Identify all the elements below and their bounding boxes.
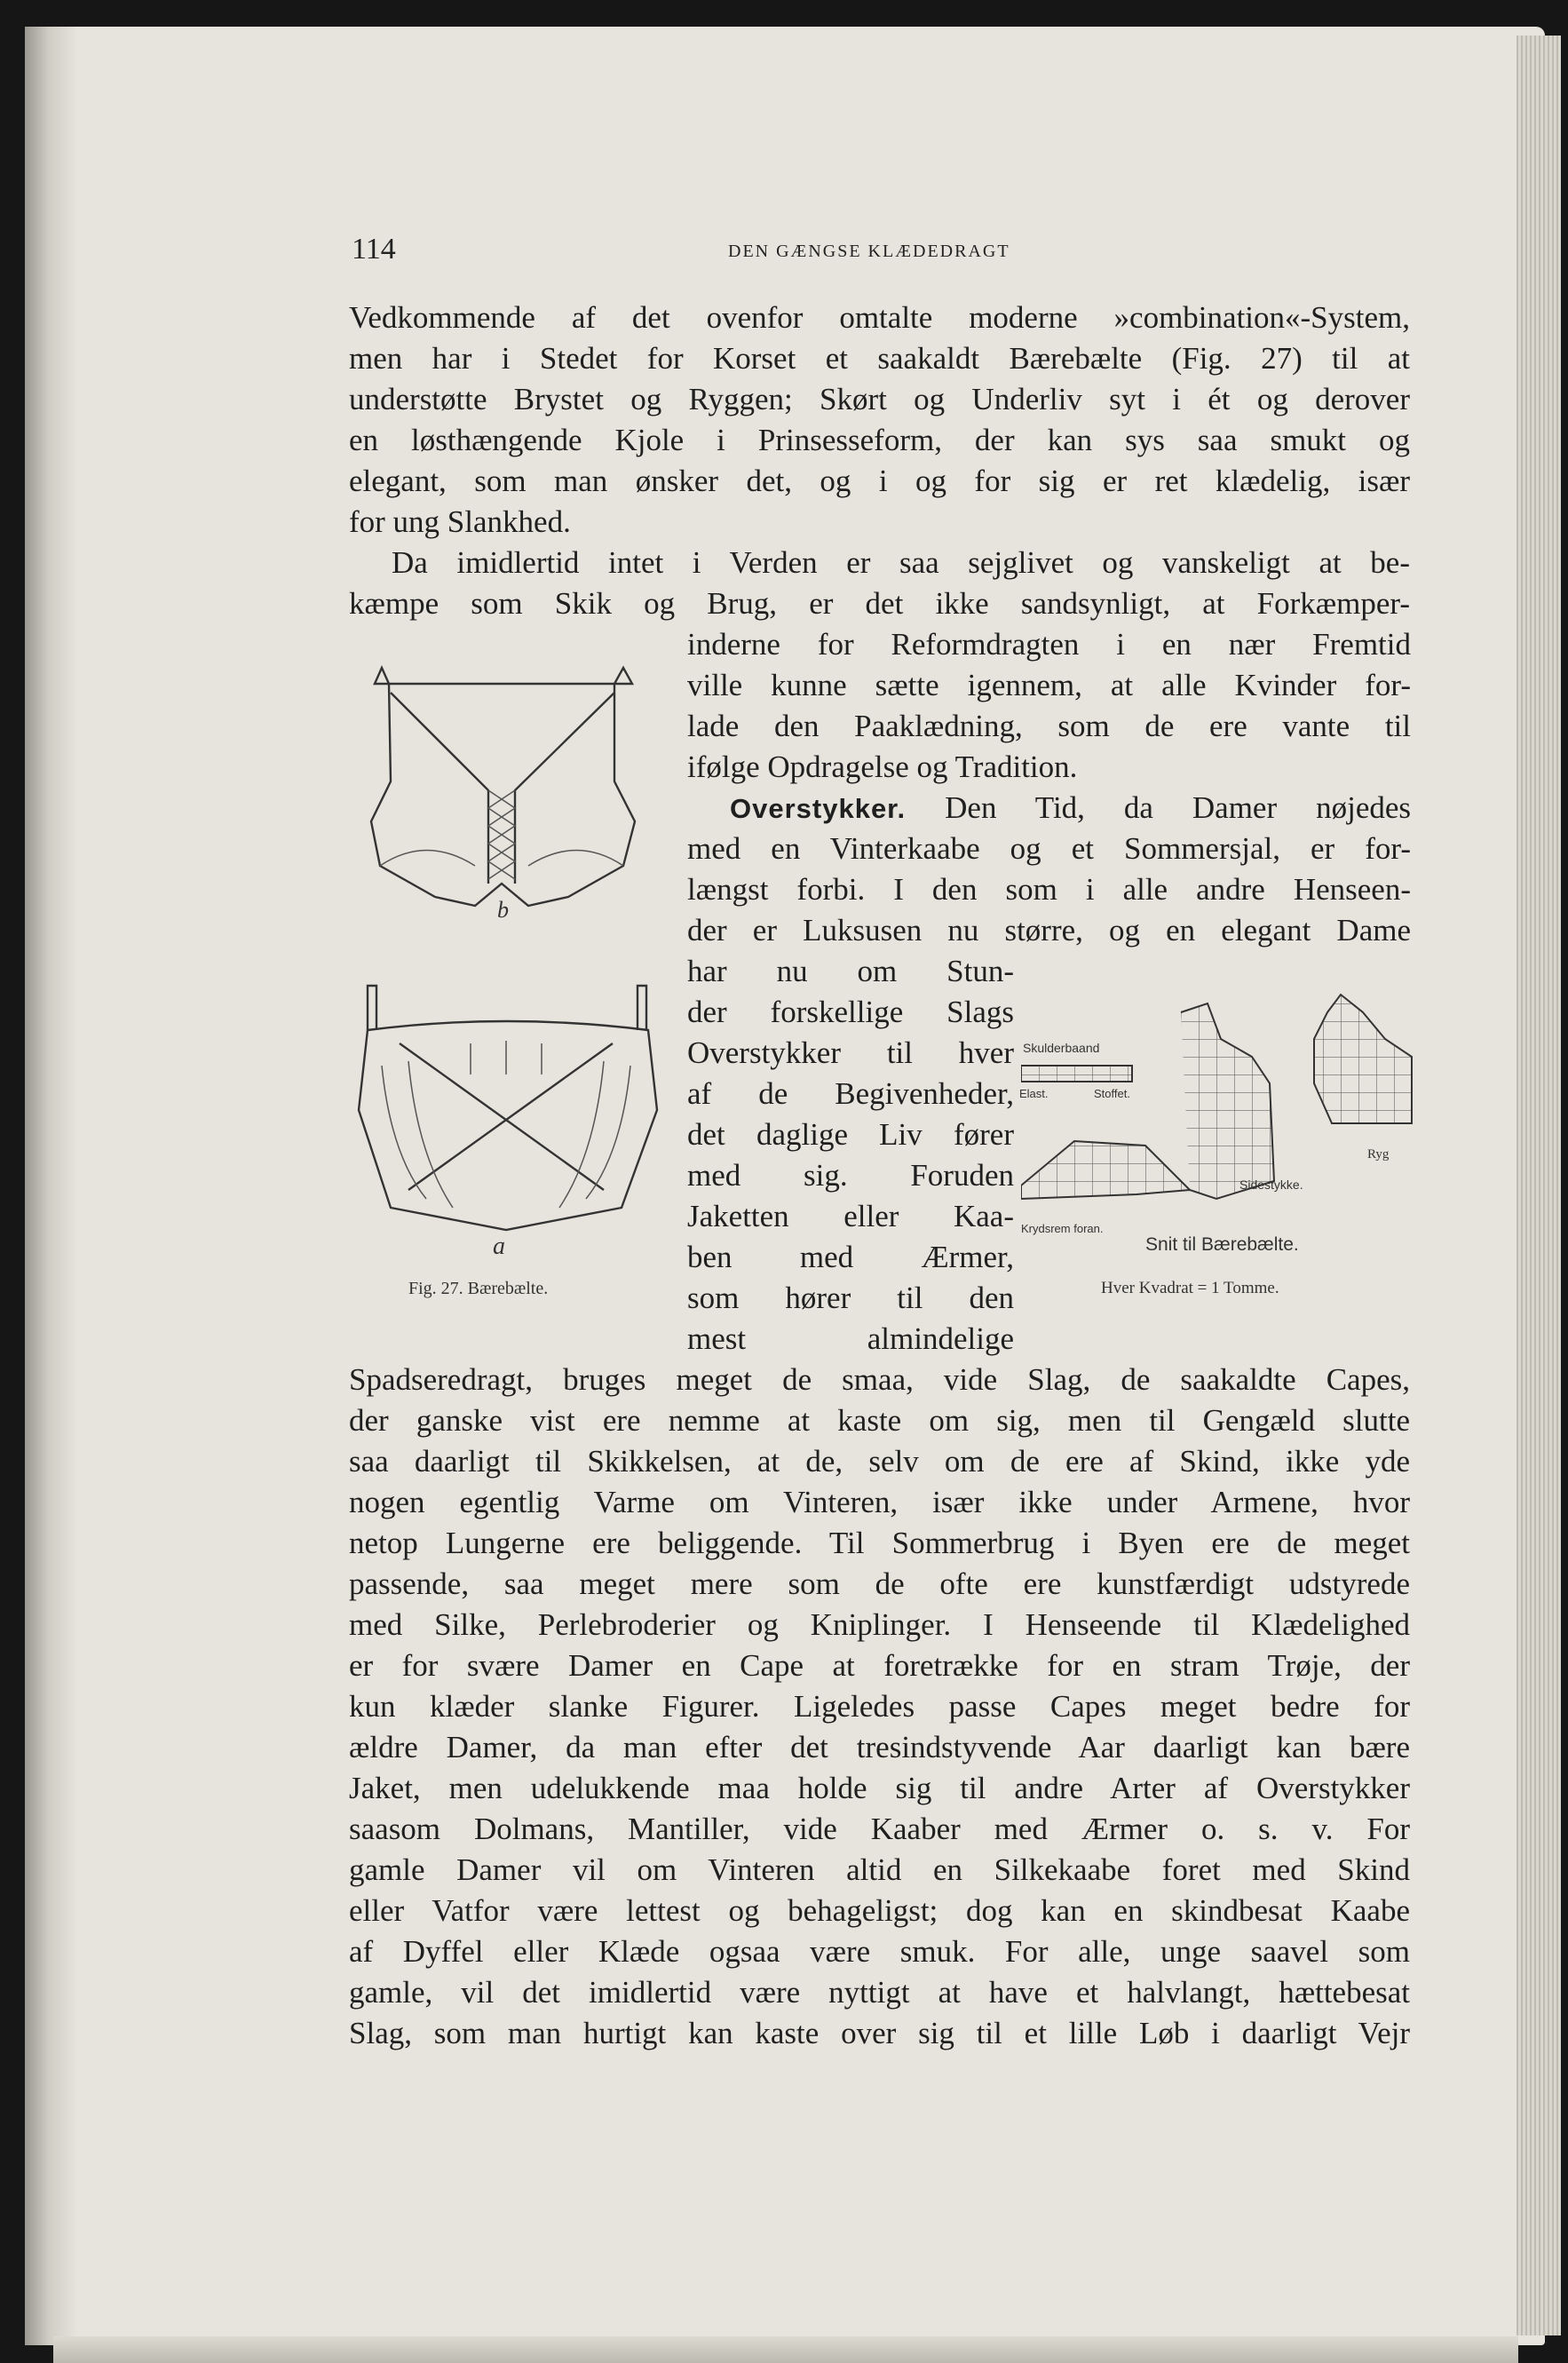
pattern-caption: Snit til Bærebælte. (1145, 1234, 1299, 1255)
page-number: 114 (352, 233, 396, 266)
label-skulderbaand: Skulderbaand (1023, 1041, 1100, 1055)
text-line: det daglige Liv fører (687, 1117, 1014, 1152)
text-line: Vedkommende af det ovenfor omtalte moderne »combination«-System, (349, 300, 1410, 335)
pattern-scale-note: Hver Kvadrat = 1 Tomme. (1101, 1279, 1279, 1297)
text-line: Overstykker til hver (687, 1035, 1014, 1070)
text-line: af Dyffel eller Klæde ogsaa være smuk. For alle, unge saavel som (349, 1934, 1410, 1969)
figure-bra-b (355, 657, 666, 924)
text-line: mest almindelige (687, 1321, 1014, 1356)
figure-label-a: a (493, 1233, 505, 1260)
text-line: saa daarligt til Skikkelsen, at de, selv om de ere af Skind, ikke yde (349, 1444, 1410, 1479)
text-line: med en Vinterkaabe og et Sommersjal, er for- (687, 831, 1411, 866)
text-line: gamle, vil det imidlertid være nyttigt at have et halvlangt, hættebesat (349, 1975, 1410, 2010)
text-line: længst forbi. I den som i alle andre Henseen- (687, 872, 1411, 907)
label-ryg: Ryg (1367, 1147, 1390, 1162)
page-gutter (25, 27, 78, 2345)
text-line: nogen egentlig Varme om Vinteren, især ikke under Armene, hvor (349, 1485, 1410, 1519)
figure-label-b: b (497, 897, 509, 923)
text-line: som hører til den (687, 1281, 1014, 1315)
text-line: Jaket, men udelukkende maa holde sig til andre Arter af Overstykker (349, 1771, 1410, 1805)
text-line: understøtte Brystet og Ryggen; Skørt og Underliv syt i ét og derover (349, 382, 1410, 416)
text-line: Jaketten eller Kaa- (687, 1199, 1014, 1233)
text-line: men har i Stedet for Korset et saakaldt Bærebælte (Fig. 27) til at (349, 341, 1410, 376)
text-line: saasom Dolmans, Mantiller, vide Kaaber med Ærmer o. s. v. For (349, 1812, 1410, 1846)
label-krydsrem: Krydsrem foran. (1021, 1222, 1104, 1235)
text-line: Slag, som man hurtigt kan kaste over sig til et lille Løb i daarligt Vejr (349, 2016, 1410, 2050)
label-stoffet: Stoffet. (1094, 1087, 1130, 1100)
page-edges-bottom (53, 2336, 1518, 2363)
running-head: DEN GÆNGSE KLÆDEDRAGT (728, 242, 1010, 261)
text-line: passende, saa meget mere som de ofte ere kunstfærdigt udstyrede (349, 1566, 1410, 1601)
figure-bra-a (355, 977, 666, 1243)
label-elast: Elast. (1019, 1087, 1049, 1100)
text-line: for ung Slankhed. (349, 504, 571, 539)
page-edges-right (1517, 36, 1561, 2335)
text-span: Den Tid, da Damer nøjedes (945, 790, 1412, 825)
text-line: med Silke, Perlebroderier og Kniplinger. I Henseende til Klædelighed (349, 1607, 1410, 1642)
text-line: eller Vatfor være lettest og behageligst; dog kan en skindbesat Kaabe (349, 1893, 1410, 1928)
text-line: ifølge Opdragelse og Tradition. (687, 749, 1078, 784)
text-line: med sig. Foruden (687, 1158, 1014, 1193)
text-line: inderne for Reformdragten i en nær Fremtid (687, 627, 1411, 662)
text-line: ældre Damer, da man efter det tresindstyvende Aar daarligt kan bære (349, 1730, 1410, 1764)
section-heading: Overstykker. (730, 793, 907, 824)
text-line: lade den Paaklædning, som de ere vante til (687, 709, 1411, 743)
text-line: er for svære Damer en Cape at foretrække for en stram Trøje, der (349, 1648, 1410, 1683)
text-line: Da imidlertid intet i Verden er saa sejglivet og vanskeligt at be- (392, 545, 1410, 580)
text-line: der er Luksusen nu større, og en elegant Dame (687, 913, 1411, 948)
text-line: har nu om Stun- (687, 954, 1014, 988)
text-line: Spadseredragt, bruges meget de smaa, vide Slag, de saakaldte Capes, (349, 1362, 1410, 1397)
text-line (687, 792, 1411, 823)
text-line: der forskellige Slags (687, 995, 1014, 1029)
text-line: af de Begivenheder, (687, 1076, 1014, 1111)
text-line: kæmpe som Skik og Brug, er det ikke sandsynligt, at Forkæmper- (349, 586, 1410, 621)
text-line: ben med Ærmer, (687, 1240, 1014, 1274)
text-line: kun klæder slanke Figurer. Ligeledes passe Capes meget bedre for (349, 1689, 1410, 1724)
text-line: en løsthængende Kjole i Prinsesseform, der kan sys saa smukt og (349, 423, 1410, 457)
text-line: ville kunne sætte igennem, at alle Kvinder for- (687, 668, 1411, 702)
label-sidestykke: Sidestykke. (1239, 1178, 1303, 1192)
text-line: netop Lungerne ere beliggende. Til Sommerbrug i Byen ere de meget (349, 1526, 1410, 1560)
pattern-diagram (1021, 986, 1421, 1252)
text-line: gamle Damer vil om Vinteren altid en Silkekaabe foret med Skind (349, 1852, 1410, 1887)
text-line: elegant, som man ønsker det, og i og for sig er ret klædelig, især (349, 464, 1410, 498)
figure-caption: Fig. 27. Bærebælte. (408, 1279, 549, 1298)
text-line: der ganske vist ere nemme at kaste om sig, men til Gengæld slutte (349, 1403, 1410, 1438)
